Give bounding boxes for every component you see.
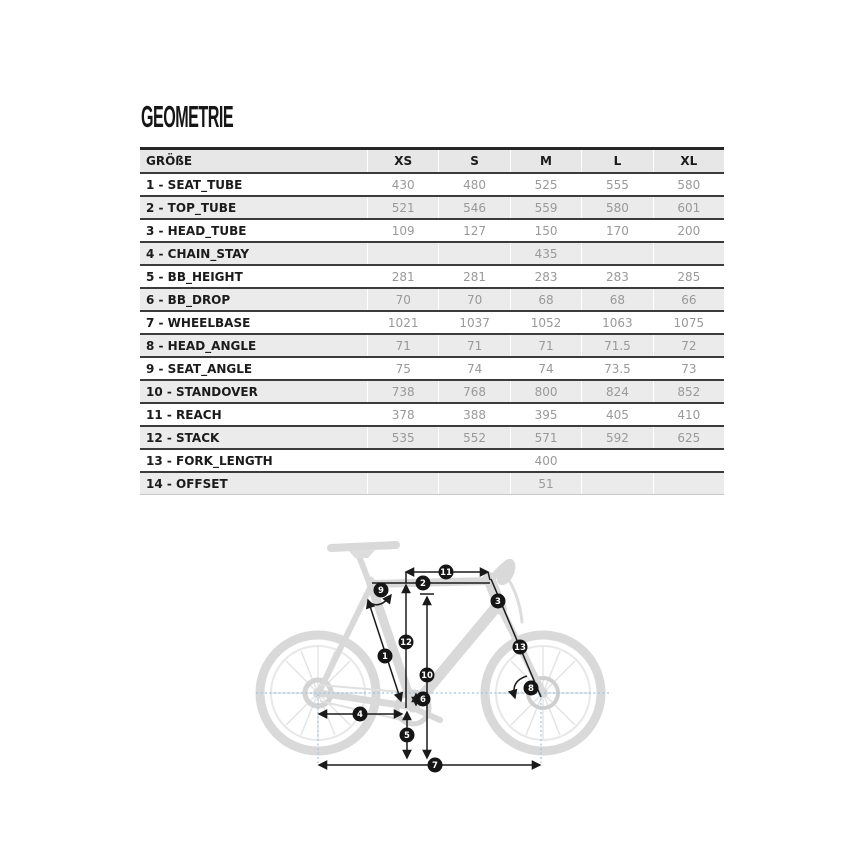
marker-11 xyxy=(439,565,454,580)
value-cell: 1021 xyxy=(367,312,438,333)
marker-5 xyxy=(400,728,415,743)
value-cell: 73.5 xyxy=(581,358,652,379)
value-cell: 559 xyxy=(510,197,581,218)
value-cell: 281 xyxy=(438,266,509,287)
value-cell: 592 xyxy=(581,427,652,448)
value-cell: 73 xyxy=(653,358,724,379)
size-header-cell: S xyxy=(438,150,509,172)
row-label: 12 - STACK xyxy=(146,430,220,445)
marker-13 xyxy=(513,640,528,655)
value-cell: 281 xyxy=(367,266,438,287)
row-label: 3 - HEAD_TUBE xyxy=(146,223,247,238)
value-cell: 1037 xyxy=(438,312,509,333)
value-cell: 72 xyxy=(653,335,724,356)
size-header-cell: M xyxy=(510,150,581,172)
row-label: 9 - SEAT_ANGLE xyxy=(146,361,253,376)
value-cell: 283 xyxy=(510,266,581,287)
value-cell: 71 xyxy=(510,335,581,356)
table-row xyxy=(140,241,724,264)
value-cell: 1063 xyxy=(581,312,652,333)
table-row xyxy=(140,402,724,425)
value-cell: 800 xyxy=(510,381,581,402)
value-cell: 480 xyxy=(438,174,509,195)
size-header-cell: XS xyxy=(367,150,438,172)
value-cell: 521 xyxy=(367,197,438,218)
marker-8 xyxy=(524,681,539,696)
value-cell: 546 xyxy=(438,197,509,218)
value-cell: 378 xyxy=(367,404,438,425)
page-title: GEOMETRIE xyxy=(141,99,234,134)
marker-12 xyxy=(399,635,414,650)
svg-text:4: 4 xyxy=(357,710,363,720)
size-column-header: GRÖßE xyxy=(146,154,193,168)
table-row xyxy=(140,471,724,494)
value-cell: 1075 xyxy=(653,312,724,333)
row-label: 1 - SEAT_TUBE xyxy=(146,177,243,192)
table-row xyxy=(140,333,724,356)
value-cell: 200 xyxy=(653,220,724,241)
value-cell xyxy=(367,450,438,471)
value-cell: 51 xyxy=(510,473,581,494)
table-row xyxy=(140,448,724,471)
value-cell: 388 xyxy=(438,404,509,425)
value-cell xyxy=(581,450,652,471)
value-cell: 824 xyxy=(581,381,652,402)
table-row xyxy=(140,195,724,218)
value-cell xyxy=(653,450,724,471)
marker-6 xyxy=(416,692,431,707)
geometry-table xyxy=(140,147,724,495)
row-label: 13 - FORK_LENGTH xyxy=(146,453,273,468)
size-header-cell: L xyxy=(581,150,652,172)
svg-text:11: 11 xyxy=(440,568,452,578)
value-cell: 70 xyxy=(438,289,509,310)
table-row xyxy=(140,287,724,310)
value-cell: 70 xyxy=(367,289,438,310)
value-cell: 580 xyxy=(653,174,724,195)
value-cell: 150 xyxy=(510,220,581,241)
table-row xyxy=(140,172,724,195)
svg-text:6: 6 xyxy=(420,695,426,705)
value-cell: 71 xyxy=(367,335,438,356)
value-cell: 285 xyxy=(653,266,724,287)
value-cell: 435 xyxy=(510,243,581,264)
value-cell: 71.5 xyxy=(581,335,652,356)
marker-9 xyxy=(374,583,389,598)
value-cell xyxy=(581,243,652,264)
bike-silhouette xyxy=(260,545,601,751)
marker-3 xyxy=(491,594,506,609)
table-row xyxy=(140,310,724,333)
value-cell: 68 xyxy=(510,289,581,310)
svg-text:5: 5 xyxy=(404,731,410,741)
marker-1 xyxy=(378,649,393,664)
svg-text:12: 12 xyxy=(400,638,412,648)
value-cell: 68 xyxy=(581,289,652,310)
value-cell: 852 xyxy=(653,381,724,402)
marker-10 xyxy=(420,668,435,683)
svg-text:2: 2 xyxy=(420,579,426,589)
value-cell: 625 xyxy=(653,427,724,448)
value-cell: 127 xyxy=(438,220,509,241)
table-header-row xyxy=(140,147,724,172)
value-cell: 170 xyxy=(581,220,652,241)
value-cell: 66 xyxy=(653,289,724,310)
value-cell: 1052 xyxy=(510,312,581,333)
value-cell: 71 xyxy=(438,335,509,356)
svg-text:10: 10 xyxy=(421,671,433,681)
svg-text:3: 3 xyxy=(495,597,501,607)
value-cell xyxy=(653,243,724,264)
svg-text:8: 8 xyxy=(528,684,534,694)
value-cell: 535 xyxy=(367,427,438,448)
value-cell: 400 xyxy=(510,450,581,471)
value-cell: 74 xyxy=(438,358,509,379)
value-cell: 109 xyxy=(367,220,438,241)
svg-text:9: 9 xyxy=(378,586,384,596)
marker-4 xyxy=(353,707,368,722)
saddle-icon xyxy=(331,545,396,582)
table-row xyxy=(140,356,724,379)
value-cell: 738 xyxy=(367,381,438,402)
table-row xyxy=(140,264,724,287)
value-cell: 430 xyxy=(367,174,438,195)
value-cell: 283 xyxy=(581,266,652,287)
size-header-cell: XL xyxy=(653,150,724,172)
svg-text:13: 13 xyxy=(514,643,526,653)
value-cell xyxy=(438,450,509,471)
row-label: 8 - HEAD_ANGLE xyxy=(146,338,257,353)
value-cell xyxy=(581,473,652,494)
value-cell xyxy=(438,243,509,264)
value-cell: 410 xyxy=(653,404,724,425)
value-cell xyxy=(367,473,438,494)
value-cell: 768 xyxy=(438,381,509,402)
value-cell: 525 xyxy=(510,174,581,195)
value-cell: 601 xyxy=(653,197,724,218)
value-cell: 571 xyxy=(510,427,581,448)
table-row xyxy=(140,425,724,448)
table-row xyxy=(140,218,724,241)
table-row xyxy=(140,379,724,402)
row-label: 14 - OFFSET xyxy=(146,476,228,491)
row-label: 5 - BB_HEIGHT xyxy=(146,269,243,284)
row-label: 6 - BB_DROP xyxy=(146,292,231,307)
value-cell: 74 xyxy=(510,358,581,379)
svg-text:1: 1 xyxy=(382,652,388,662)
value-cell xyxy=(653,473,724,494)
svg-text:7: 7 xyxy=(432,761,438,771)
value-cell: 395 xyxy=(510,404,581,425)
value-cell xyxy=(367,243,438,264)
value-cell: 580 xyxy=(581,197,652,218)
value-cell: 552 xyxy=(438,427,509,448)
row-label: 7 - WHEELBASE xyxy=(146,315,251,330)
marker-2 xyxy=(416,576,431,591)
value-cell: 75 xyxy=(367,358,438,379)
row-label: 2 - TOP_TUBE xyxy=(146,200,237,215)
value-cell: 555 xyxy=(581,174,652,195)
marker-7 xyxy=(428,758,443,773)
row-label: 10 - STANDOVER xyxy=(146,384,258,399)
value-cell xyxy=(438,473,509,494)
value-cell: 405 xyxy=(581,404,652,425)
row-label: 4 - CHAIN_STAY xyxy=(146,246,250,261)
bike-geometry-diagram xyxy=(250,523,622,803)
row-label: 11 - REACH xyxy=(146,407,222,422)
